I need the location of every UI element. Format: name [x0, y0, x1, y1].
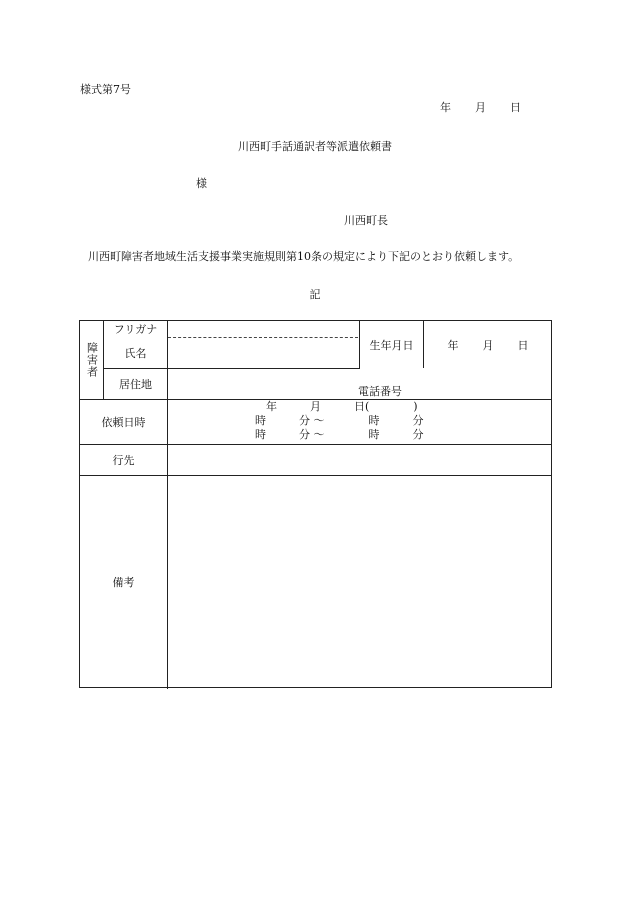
disabled-person-group-label: 障害者	[85, 342, 99, 378]
time-line-1: 時 分 ～ 時 分	[255, 414, 424, 427]
form-title: 川西町手話通訳者等派遣依頼書	[238, 140, 392, 153]
submission-date	[440, 99, 521, 115]
birthdate-label: 生年月日	[369, 338, 414, 352]
recipient-suffix: 様	[196, 177, 207, 190]
request-form-table	[79, 320, 552, 688]
birth-day: 日	[517, 338, 529, 352]
issuer: 川西町長	[344, 214, 388, 227]
request-date-line: 年 月 日( )	[266, 400, 418, 413]
phone-label: 電話番号	[358, 385, 402, 398]
date-day: 日	[510, 101, 521, 114]
name-label: 氏名	[124, 347, 147, 360]
address-field[interactable]	[168, 369, 552, 399]
destination-label: 行先	[112, 454, 135, 467]
furigana-label: フリガナ	[113, 323, 158, 336]
remarks-field[interactable]	[168, 476, 552, 688]
remarks-label: 備考	[112, 576, 135, 589]
date-year: 年	[440, 101, 451, 114]
ki-heading: 記	[309, 288, 321, 301]
form-number: 様式第7号	[80, 83, 131, 96]
request-datetime-field[interactable]	[168, 400, 552, 444]
furigana-field[interactable]	[168, 321, 359, 337]
request-datetime-label: 依頼日時	[101, 416, 146, 429]
name-field[interactable]	[168, 338, 359, 368]
destination-field[interactable]	[168, 445, 552, 475]
birthdate-field[interactable]	[424, 321, 552, 368]
address-label: 居住地	[119, 378, 152, 391]
birth-month: 月	[482, 338, 494, 352]
date-month: 月	[475, 101, 486, 114]
body-text: 川西町障害者地域生活支援事業実施規則第10条の規定により下記のとおり依頼します。	[88, 250, 520, 263]
birth-year: 年	[447, 338, 459, 352]
time-line-2: 時 分 ～ 時 分	[255, 428, 424, 441]
